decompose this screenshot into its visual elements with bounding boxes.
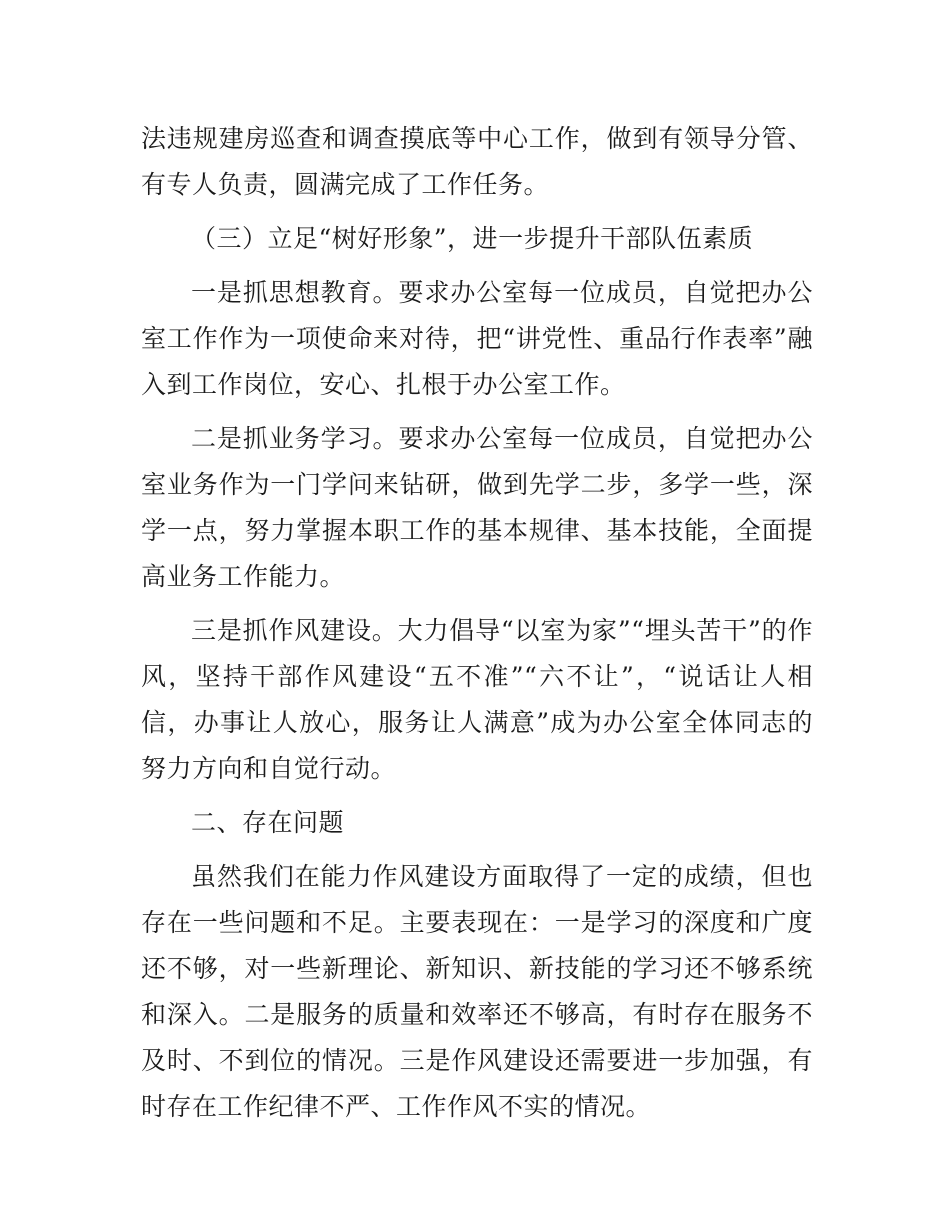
paragraph-thought-education: 一是抓思想教育。要求办公室每一位成员，自觉把办公室工作作为一项使命来对待，把“讲党性、重品行作表率”融入到工作岗位，安心、扎根于办公室工作。	[141, 278, 813, 399]
paragraph-problems: 虽然我们在能力作风建设方面取得了一定的成绩，但也存在一些问题和不足。主要表现在：一是学习的深度和广度还不够，对一些新理论、新知识、新技能的学习还不够系统和深入。二是服务的质量和效率还不够高，有时存在服务不及时、不到位的情况。三是作风建设还需要进一步加强，有时存在工作纪律不严、工作作风不实的情况。	[141, 862, 813, 1121]
paragraph-style-building: 三是抓作风建设。大力倡导“以室为家”“埋头苦干”的作风，坚持干部作风建设“五不准”“六不让”，“说话让人相信，办事让人放心，服务让人满意”成为办公室全体同志的努力方向和自觉行动。	[141, 616, 813, 783]
paragraph-business-study: 二是抓业务学习。要求办公室每一位成员，自觉把办公室业务作为一门学问来钻研，做到先学二步，多学一些，深学一点，努力掌握本职工作的基本规律、基本技能，全面提高业务工作能力。	[141, 424, 813, 591]
section-heading-3: （三）立足“树好形象”，进一步提升干部队伍素质	[191, 224, 754, 253]
section-heading-problems: 二、存在问题	[191, 808, 345, 837]
paragraph-continued: 法违规建房巡查和调查摸底等中心工作，做到有领导分管、有专人负责，圆满完成了工作任务。	[141, 124, 813, 199]
document-body	[141, 116, 813, 1138]
